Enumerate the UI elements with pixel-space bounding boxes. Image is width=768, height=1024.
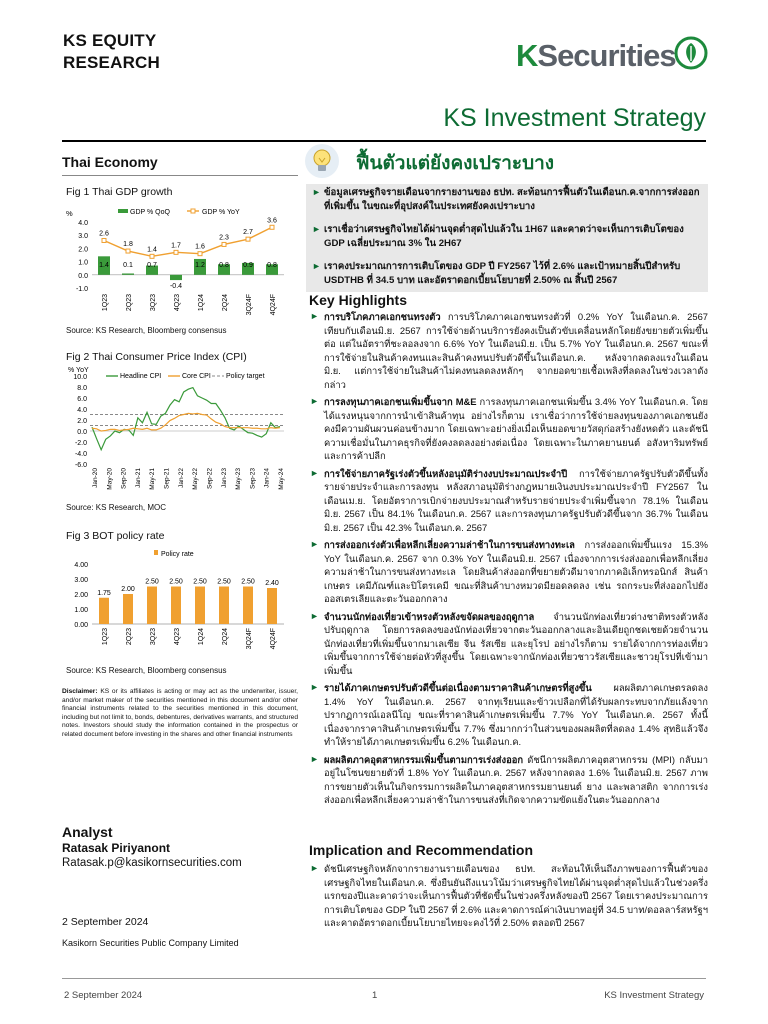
x-tick-label: 2Q24 (222, 294, 229, 312)
arrow-right-icon: ► (310, 539, 319, 549)
x-tick-label: 2Q24 (222, 628, 229, 646)
policy-rate-bar (243, 587, 253, 625)
gdp-yoy-label: 2.3 (219, 234, 229, 242)
gdp-yoy-point (174, 250, 178, 254)
x-tick-label: May-20 (106, 468, 114, 490)
y-tick-label: 1.0 (78, 259, 88, 267)
y-axis-label: % YoY (68, 367, 89, 374)
legend-label: GDP % QoQ (130, 209, 170, 216)
key-highlights-list (310, 310, 708, 811)
implication-text: ดัชนีเศรษฐกิจหลักจากรายงานรายเดือนของ ธปท. สะท้อนให้เห็นถึงภาพของการฟื้นตัวของเศรษฐกิจไทยในเดือนก.ค. ซึ่งยืนยันถึงแนวโน้มว่าเศรษฐกิจไทยได้ผ่านจุดต่ำสุดไปแล้วในช่วงครึ่งแรกของปีและคาดว่าจะเห็นการฟื้นตัวที่ชัดขึ้นในช่วงครึ่งหลังของปี 2567 โดยเราคงประมาณการการเติบโตของ GDP ในปี 2567 ที่ 2.6% และคาดการณ์ค่าเงินบาทอยู่ที่ 34.5 บาท/ดอลลาร์สหรัฐฯ และคาดอัตราดอกเบี้ยนโยบายไทยจะคงไว้ที่ 2.50% ตลอดปี 2567 (324, 863, 708, 928)
y-tick-label: 3.0 (78, 233, 88, 241)
key-highlight-item (310, 538, 708, 606)
policy-rate-bar (147, 587, 157, 625)
x-tick-label: Jan-22 (177, 468, 185, 488)
gdp-yoy-point (102, 238, 106, 242)
gdp-yoy-point (246, 237, 250, 241)
policy-rate-label: 2.50 (241, 578, 255, 586)
key-highlight-lead: ผลผลิตภาคอุตสาหกรรมเพิ่มขึ้นตามการเร่งส่งออก (324, 753, 524, 765)
highlight-text: ข้อมูลเศรษฐกิจรายเดือนจากรายงานของ ธปท. สะท้อนการฟื้นตัวในเดือนก.ค.จากการส่งออกที่เพิ่มขึ้น ในขณะที่อุปสงค์ในประเทศยังคงเปราะบาง (324, 187, 700, 212)
kasikorn-leaf-icon (674, 36, 708, 70)
fig2-source: Source: KS Research, MOC (66, 503, 167, 512)
y-axis-label: % (66, 209, 73, 218)
gdp-qoq-label: 0.8 (219, 262, 229, 270)
key-highlight-text: การบริโภคภาคเอกชนทรงตัวที่ 0.2% YoY ในเดือนก.ค. 2567 เทียบกับเดือนมิ.ย. 2567 การใช้จ่ายด้านบริการยังคงเป็นตัวขับเคลื่อนหลักโดยยังขยายตัวเพิ่มขึ้นต่อ แต่ในอัตราที่ชะลอลงจาก 6.6% YoY ในเดือนมิ.ย. เป็น 5.7% YoY ในเดือนก.ค. 2567 ขณะที่การใช้จ่ายในสินค้าคงทนและสินค้าคงทนปรับตัวดีขึ้นในเดือนก.ค. หลังจากลดลงแรงในเดือนมิ.ย. แต่การใช้จ่ายในสินค้าไม่คงทนลดลงหลักๆ จากยอดขายเชื้อเพลิงที่ลดลงในช่วงเวลาดังกล่าว (324, 311, 708, 390)
x-tick-label: Sep-23 (249, 468, 257, 489)
policy-rate-bar (195, 587, 205, 625)
policy-rate-label: 2.50 (169, 578, 183, 586)
y-tick-label: 2.00 (74, 592, 88, 599)
gdp-yoy-label: 1.7 (171, 242, 181, 250)
y-tick-label: -4.0 (74, 451, 87, 458)
gdp-qoq-label: -0.4 (169, 283, 183, 291)
disclaimer (62, 688, 298, 739)
gdp-qoq-label: 1.2 (195, 262, 205, 270)
highlight-text: เราเชื่อว่าเศรษฐกิจไทยได้ผ่านจุดต่ำสุดไปแล้วใน 1H67 และคาดว่าจะเห็นการเติบโตของ GDP เฉลี่ยประมาณ 3% ใน 2H67 (324, 224, 684, 249)
key-highlight-item (310, 610, 708, 678)
footer-page-number: 1 (372, 990, 378, 1001)
highlight-item (312, 260, 704, 287)
y-tick-label: -6.0 (74, 462, 87, 469)
x-tick-label: Jan-23 (220, 468, 228, 488)
legend-label: Core CPI (182, 373, 211, 380)
report-title: KS Investment Strategy (443, 104, 706, 132)
fig2-title: Fig 2 Thai Consumer Price Index (CPI) (66, 351, 247, 363)
gdp-yoy-label: 1.4 (147, 246, 157, 254)
gdp-yoy-label: 1.6 (195, 243, 205, 251)
policy-rate-bar (171, 587, 181, 625)
arrow-right-icon: ► (312, 261, 321, 271)
legend-swatch-policy (154, 550, 158, 555)
gdp-qoq-bar (122, 273, 134, 274)
arrow-right-icon: ► (310, 863, 319, 873)
headline-cpi-line (92, 388, 280, 450)
arrow-right-icon: ► (312, 187, 321, 197)
policy-rate-bar (267, 588, 277, 624)
cpi-chart (62, 364, 298, 498)
x-tick-label: Sep-20 (120, 468, 128, 489)
x-tick-label: 1Q23 (102, 294, 109, 312)
key-highlight-lead: การใช้จ่ายภาครัฐเร่งตัวขึ้นหลังอนุมัติร่างงบประมาณประจำปี (324, 467, 568, 479)
key-highlights-heading: Key Highlights (309, 292, 408, 308)
x-tick-label: 4Q23 (174, 628, 181, 646)
x-tick-label: 4Q24F (270, 628, 277, 650)
main-title: ฟื้นตัวแต่ยังคงเปราะบาง (356, 153, 555, 174)
key-highlight-text: การใช้จ่ายภาครัฐปรับตัวดีขึ้นทั้งรายจ่ายประจำและการลงทุน หลังสภาอนุมัติร่างกฎหมายเงินงบประมาณประจำปี FY2567 ในเดือนเม.ย. โดยอัตราการเบิกจ่ายงบประมาณสำหรับรายจ่ายประจำเพิ่มขึ้นจาก 78.1% ในเดือนมิ.ย. 2567 เป็น 84.1% ในเดือนก.ค. 2567 และการลงทุนภาครัฐปรับตัวดีขึ้นจาก 36.7% ในเดือนมิ.ย. 2567 เป็น 42.3% ในเดือนก.ค. 2567 (324, 467, 708, 533)
implication-item (310, 862, 708, 930)
key-highlight-item (310, 681, 708, 749)
y-tick-label: 10.0 (73, 374, 87, 381)
arrow-right-icon: ► (310, 682, 319, 692)
gdp-yoy-label: 2.7 (243, 229, 253, 237)
arrow-right-icon: ► (310, 396, 319, 406)
x-tick-label: Jan-24 (263, 468, 271, 488)
key-highlight-item (310, 467, 708, 535)
highlight-text: เราคงประมาณการการเติบโตของ GDP ปี FY2567 ไว้ที่ 2.6% และเป้าหมายสิ้นปีสำหรับ USDTHB ที่ 34.5 บาท และอัตราดอกเบี้ยนโยบายที่ 2.50% ณ สิ้นปี 2567 (324, 261, 681, 286)
brand-line-2: RESEARCH (63, 53, 161, 72)
policy-rate-label: 2.40 (265, 580, 279, 587)
gdp-growth-chart (62, 200, 298, 322)
y-tick-label: 6.0 (77, 396, 87, 403)
key-highlight-lead: การลงทุนภาคเอกชนเพิ่มขึ้นจาก M&E (324, 396, 477, 407)
key-highlight-text: จำนวนนักท่องเที่ยวต่างชาติทรงตัวหลังปรับฤดูกาล โดยการลดลงของนักท่องเที่ยวจากตะวันออกกลางและอินเดียถูกชดเชยด้วยจำนวนนักท่องเที่ยวที่เพิ่มขึ้นจากมาเลเซีย จีน รัสเซีย และยุโรป อย่างไรก็ตาม รายได้จากการท่องเที่ยวเพิ่มขึ้นจากการใช้จ่ายต่อหัวที่สูงขึ้น โดยเฉพาะจากนักท่องเที่ยวชาวรัสเซียและชาวยุโรปที่เข้ามาเพิ่มขึ้น (324, 610, 708, 676)
analyst-name: Ratasak Piriyanont (62, 841, 171, 855)
legend-marker-yoy (191, 209, 195, 213)
policy-rate-label: 2.50 (217, 578, 231, 586)
lightbulb-icon (304, 143, 340, 179)
legend-label: GDP % YoY (202, 209, 240, 216)
y-tick-label: 3.00 (74, 577, 88, 584)
policy-rate-bar (99, 598, 109, 624)
y-tick-label: -2.0 (74, 440, 87, 447)
x-tick-label: 3Q23 (150, 628, 157, 646)
key-highlight-lead: รายได้ภาคเกษตรปรับตัวดีขึ้นต่อเนื่องตามราคาสินค้าเกษตรที่สูงขึ้น (324, 682, 592, 693)
x-tick-label: Sep-22 (206, 468, 214, 489)
legend-label: Policy target (226, 373, 265, 380)
y-tick-label: 2.0 (78, 246, 88, 254)
gdp-qoq-bar (170, 275, 182, 280)
key-highlight-item (310, 310, 708, 391)
y-tick-label: 1.00 (74, 607, 88, 614)
x-tick-label: 1Q24 (198, 628, 205, 646)
footer-divider (62, 978, 706, 979)
x-tick-label: May-24 (278, 468, 285, 490)
x-tick-label: May-22 (192, 468, 200, 490)
arrow-right-icon: ► (310, 753, 319, 764)
sidebar-divider (62, 175, 298, 176)
gdp-qoq-label: 0.8 (267, 262, 277, 270)
policy-rate-label: 2.50 (193, 578, 207, 586)
arrow-right-icon: ► (312, 224, 321, 234)
highlight-item (312, 186, 704, 213)
gdp-qoq-label: 0.9 (243, 262, 253, 270)
policy-rate-label: 2.50 (145, 578, 159, 586)
analyst-email[interactable]: Ratasak.p@kasikornsecurities.com (62, 857, 242, 869)
gdp-qoq-label: 0.1 (123, 262, 133, 270)
y-tick-label: 8.0 (77, 385, 87, 392)
x-tick-label: 3Q24F (246, 294, 253, 316)
arrow-right-icon: ► (310, 610, 319, 621)
header-divider (62, 140, 706, 142)
company-logo (516, 36, 706, 76)
y-tick-label: 0.00 (74, 622, 88, 629)
x-tick-label: 4Q23 (174, 294, 181, 312)
key-highlight-item (310, 395, 708, 463)
gdp-yoy-point (270, 225, 274, 229)
y-tick-label: 2.0 (77, 418, 87, 425)
disclaimer-label: Disclaimer: (62, 688, 98, 695)
x-tick-label: 2Q23 (126, 294, 133, 312)
gdp-qoq-label: 0.7 (147, 262, 157, 270)
gdp-yoy-point (198, 252, 202, 256)
x-tick-label: 3Q23 (150, 294, 157, 312)
x-tick-label: 1Q23 (102, 628, 109, 646)
policy-rate-bar (219, 587, 229, 625)
x-tick-label: Jan-21 (134, 468, 142, 488)
x-tick-label: May-21 (149, 468, 157, 490)
arrow-right-icon: ► (310, 467, 319, 478)
fig3-title: Fig 3 BOT policy rate (66, 530, 165, 542)
y-tick-label: 4.0 (77, 407, 87, 414)
x-tick-label: 4Q24F (270, 294, 277, 316)
legend-label: Headline CPI (120, 373, 162, 380)
gdp-qoq-label: 1.4 (99, 262, 109, 270)
policy-rate-label: 2.00 (121, 586, 135, 593)
fig3-source: Source: KS Research, Bloomberg consensus (66, 666, 227, 675)
y-tick-label: 0.0 (77, 429, 87, 436)
sidebar-section-title: Thai Economy (62, 154, 158, 170)
y-tick-label: -1.0 (75, 286, 88, 293)
implication-heading: Implication and Recommendation (309, 842, 534, 858)
report-date: 2 September 2024 (62, 916, 149, 928)
key-highlight-text: การลงทุนภาคเอกชนเพิ่มขึ้น 3.4% YoY ในเดือนก.ค. โดยได้แรงหนุนจากการนำเข้าสินค้าทุน อย่างไรก็ตาม เราเชื่อว่าการใช้จ่ายลงทุนของภาคเอกชนยังคงมีความผันผวนค่อนข้างมาก โดยเฉพาะอย่างยิ่งเมื่อเห็นยอดขายวัสดุก่อสร้างยังหดตัว และดัชนีความเชื่อมั่นในภาคธุรกิจที่ยังคงลดลงอย่างต่อเนื่อง โดยเฉพาะในภาคยานยนต์ อสังหาริมทรัพย์ และการค้าปลีก (324, 396, 708, 461)
fig1-title: Fig 1 Thai GDP growth (66, 186, 173, 198)
gdp-yoy-point (126, 249, 130, 253)
key-highlight-lead: การส่งออกเร่งตัวเพื่อหลีกเลี่ยงความล่าช้าในการขนส่งทางทะเล (324, 539, 575, 550)
disclaimer-text: KS or its affiliates is acting or may act as the underwriter, issuer, and/or market maker of the securities mentioned in this document and/or other financial instruments related to the securities mentioned in this document, including but not limit to, bonds, debentures, derivatives warrants, and structured notes. Investors should study the information contained in the prospectus or related document before investing in the shares and other financial instruments (62, 688, 298, 738)
key-highlight-item (310, 753, 708, 807)
key-highlight-lead: จำนวนนักท่องเที่ยวเข้าหรงตัวหลังขจัดผลของฤดูกาล (324, 610, 535, 622)
x-tick-label: 2Q23 (126, 628, 133, 646)
key-highlight-lead: การบริโภคภาคเอกชนทรงตัว (324, 311, 441, 322)
y-tick-label: 4.00 (74, 562, 88, 569)
key-highlight-text: ผลผลิตภาคเกษตรลดลง 1.4% YoY ในเดือนก.ค. 2567 จากทุเรียนและข้าวเปลือกที่ได้รับผลกระทบจากภัยแล้งจากปรากฏการณ์เอลนีโญ ขณะที่ราคาสินค้าเกษตรเพิ่มขึ้น 7.7% YoY ในเดือนก.ค. 2567 ทั้งนี้เนื่องจากราคาสินค้าเกษตรเพิ่มขึ้น 7.7% ซึ่งมากกว่าในส่วนของผลผลิตที่ลดลง 1.4% สุทธิแล้วจึงทำให้รายได้ภาคเกษตรเพิ่มขึ้น 6.2% ในเดือนก.ค. (324, 682, 708, 747)
fig1-source: Source: KS Research, Bloomberg consensus (66, 326, 227, 335)
x-tick-label: 3Q24F (246, 628, 253, 650)
legend-label: Policy rate (161, 551, 194, 558)
key-highlight-text: ดัชนีการผลิตภาคอุตสาหกรรม (MPI) กลับมาอยู่ในโซนขยายตัวที่ 1.8% YoY ในเดือนก.ค. 2567 หลังจากลดลง 1.6% ในเดือนมิ.ย. 2567 ภาพการขยายตัวเห็นในกิจกรรมการผลิตในภาคอุตสาหกรรมยานยนต์ ยาง และพลาสติก จากการเร่งส่งออกเพื่อหลีกเลี่ยงความล่าช้าในการขนส่งที่เกิดจากความขัดแย้งในตะวันออกกลาง (324, 753, 708, 805)
footer-date: 2 September 2024 (64, 990, 143, 1001)
x-tick-label: Jan-20 (92, 468, 99, 488)
highlight-item (312, 223, 704, 250)
logo-rest: Securities (537, 38, 676, 73)
policy-rate-chart (62, 544, 298, 662)
analyst-heading: Analyst (62, 824, 113, 840)
gdp-yoy-point (150, 254, 154, 258)
x-tick-label: Sep-21 (163, 468, 171, 489)
highlights-box (306, 184, 708, 292)
policy-rate-label: 1.75 (97, 589, 111, 597)
gdp-yoy-label: 1.8 (123, 241, 133, 249)
key-highlight-text: การส่งออกเพิ่มขึ้นแรง 15.3% YoY ในเดือนก.ค. 2567 จาก 0.3% YoY ในเดือนมิ.ย. 2567 เนื่องจากการเร่งส่งออกเพื่อหลีกเลี่ยงความล่าช้าในการขนส่งทางทะเล โดยสินค้าส่งออกที่ขยายตัวดีมาจากภาคอิเล็กทรอนิกส์ สินค้าเกษตร เคมีภัณฑ์และปิโตรเคมี ขณะที่สินค้าบางหมวดมียอดลดลง เช่น รถกระบะที่ส่งออกไปยังออสเตรเลียและตะวันออกกลาง (324, 539, 708, 604)
y-tick-label: 0.0 (78, 272, 88, 280)
x-tick-label: 1Q24 (198, 294, 205, 312)
y-tick-label: 4.0 (78, 220, 88, 227)
brand-title (63, 30, 160, 74)
brand-line-1: KS EQUITY (63, 31, 157, 50)
company-name: Kasikorn Securities Public Company Limited (62, 938, 239, 948)
logo-k: K (516, 38, 538, 73)
gdp-yoy-point (222, 242, 226, 246)
gdp-yoy-label: 2.6 (99, 230, 109, 238)
x-tick-label: May-23 (235, 468, 243, 490)
footer-title: KS Investment Strategy (604, 990, 704, 1001)
implication-section (310, 862, 708, 934)
legend-swatch-qoq (118, 209, 128, 213)
policy-rate-bar (123, 594, 133, 624)
gdp-yoy-label: 3.6 (267, 217, 277, 225)
core-cpi-line (92, 413, 280, 431)
arrow-right-icon: ► (310, 311, 319, 321)
